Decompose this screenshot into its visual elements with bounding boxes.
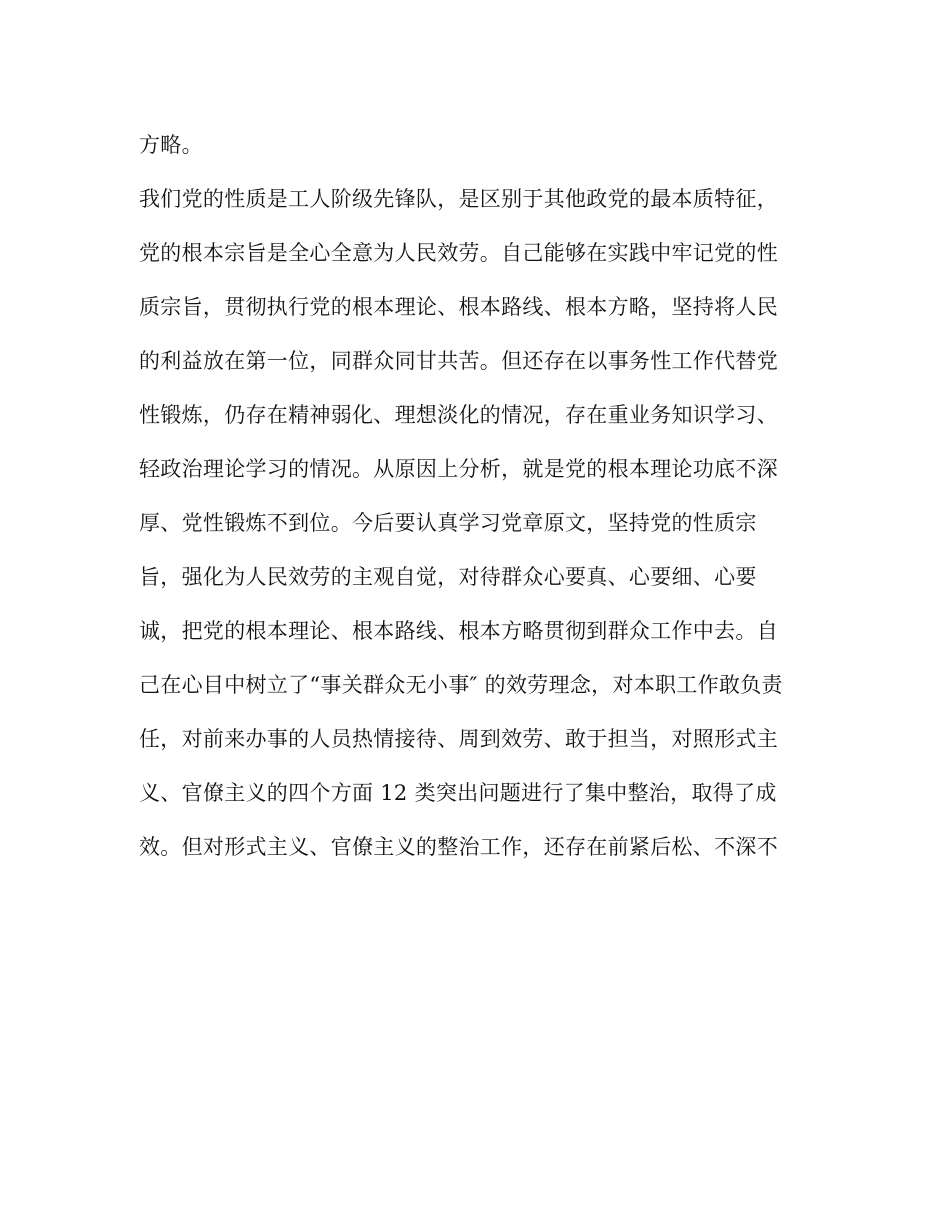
text-line: 任，对前来办事的人员热情接待、周到效劳、敢于担当，对照形式主 (139, 727, 778, 751)
body-text (139, 118, 819, 874)
text-line: 党的根本宗旨是全心全意为人民效劳。自己能够在实践中牢记党的性 (139, 241, 778, 265)
text-line: 义、官僚主义的四个方面 12 类突出问题进行了集中整治，取得了成 (139, 781, 777, 805)
text-line: 我们党的性质是工人阶级先锋队，是区别于其他政党的最本质特征， (139, 187, 778, 211)
text-line: 的利益放在第一位，同群众同甘共苦。但还存在以事务性工作代替党 (139, 349, 778, 373)
text-line: 轻政治理论学习的情况。从原因上分析，就是党的根本理论功底不深 (139, 457, 778, 481)
text-line: 效。但对形式主义、官僚主义的整治工作，还存在前紧后松、不深不 (139, 835, 778, 859)
text-line: 性锻炼，仍存在精神弱化、理想淡化的情况，存在重业务知识学习、 (139, 403, 778, 427)
text-line: 厚、党性锻炼不到位。今后要认真学习党章原文，坚持党的性质宗 (139, 511, 757, 535)
text-line: 己在心目中树立了“事关群众无小事″ 的效劳理念，对本职工作敢负责 (139, 673, 783, 697)
text-line: 诚，把党的根本理论、根本路线、根本方略贯彻到群众工作中去。自 (139, 619, 778, 643)
text-line: 旨，强化为人民效劳的主观自觉，对待群众心要真、心要细、心要 (139, 565, 757, 589)
text-line: 方略。 (139, 133, 203, 157)
text-line: 质宗旨，贯彻执行党的根本理论、根本路线、根本方略，坚持将人民 (139, 295, 778, 319)
